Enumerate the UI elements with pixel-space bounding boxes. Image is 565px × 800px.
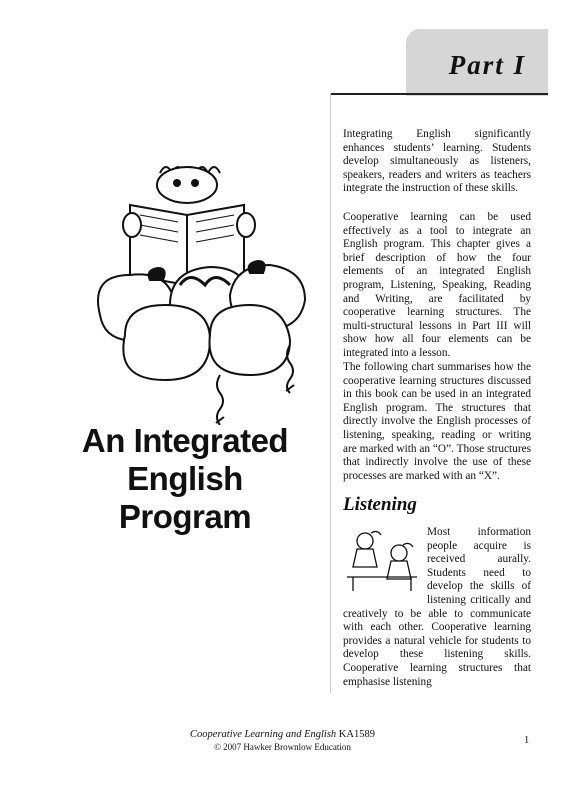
listening-heading: Listening — [343, 494, 417, 515]
paragraph-text: The following chart summarises how the cooperative learning structures discussed in this book can be used in an integrated English program. The structures that directly involve the English processes of listening, speaking, reading or writing are marked with an “O”. Those structures that indirectly involve the use of these processes are marked with an “X”. — [343, 361, 531, 482]
paragraph-text: Most information people acquire is received aurally. Students need to develop the skills of listening critically and creatively to be able to communicate with each other. Cooperative learning provides a natural vehicle for students to develop these listening skills. Cooperative learning structures that emphasise listening — [343, 526, 531, 688]
book-title: Cooperative Learning and English — [190, 729, 337, 740]
chapter-title-line: An Integrated — [81, 422, 289, 459]
chapter-title-line: Program — [118, 498, 252, 535]
paragraph-text: Cooperative learning can be used effectively as a tool to integrate an English program. This chapter gives a brief description of how the four elements of an integrated English program, Listening, Speaking, Reading and Writing, are facilitated by cooperative learning structures. The multi-structural lessons in Part III will show how all four elements can be integrated into a lesson. — [343, 211, 531, 359]
footer-book-title — [0, 729, 565, 740]
intro-paragraph-3 — [343, 361, 531, 483]
intro-paragraph-2 — [343, 211, 531, 361]
header-rule — [330, 93, 548, 95]
illustration-space — [343, 526, 427, 606]
intro-paragraph-1 — [343, 128, 531, 196]
part-label: Part I — [448, 50, 526, 80]
book-code: KA1589 — [338, 729, 375, 740]
paragraph-text: Integrating English significantly enhances students’ learning. Students develop simultaneously as listeners, speakers, readers and writers as teachers integrate the instruction of these skills. — [343, 128, 531, 195]
chapter-title-line: English — [127, 460, 243, 497]
reading-children-illustration — [80, 145, 315, 425]
listening-paragraph — [343, 526, 531, 689]
page-number: 1 — [524, 735, 530, 746]
footer-copyright: © 2007 Hawker Brownlow Education — [214, 742, 351, 752]
column-divider — [330, 93, 331, 693]
chapter-title — [40, 422, 330, 536]
part-tab — [406, 29, 548, 96]
